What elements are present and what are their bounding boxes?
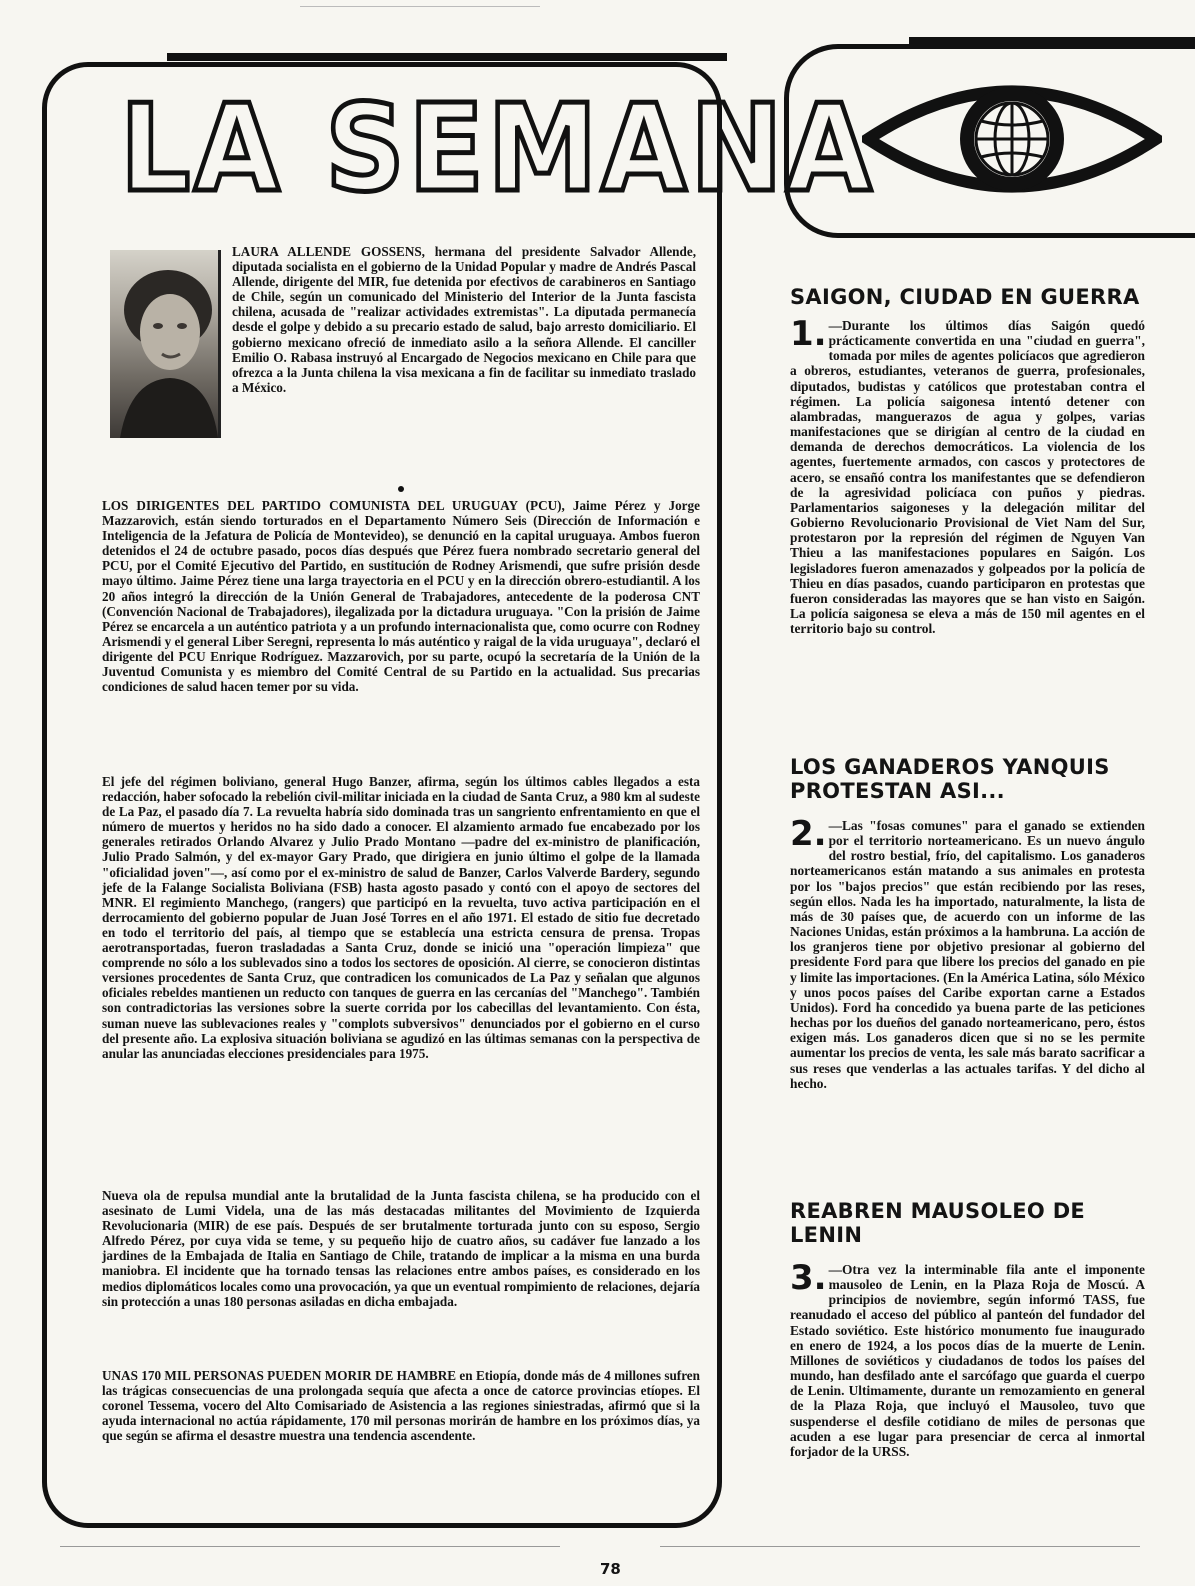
article-uruguay: [102, 486, 700, 694]
bottom-scan-line: [660, 1546, 1140, 1547]
section-number: 1.: [790, 314, 827, 354]
portrait-illustration: [110, 250, 218, 438]
article-bolivia: El jefe del régimen boliviano, general Hugo Banzer, afirma, según los últimos cables llegados a esta redacción, haber sofocado la rebelión civil-militar iniciada en la ciudad de Santa Cruz, a 980 km al sudeste de La Paz, el pasado día 7. La revuelta habría sido dominada tras un sangriento enfrentamiento en que el número de muertos y heridos no ha sido dado a conocer. El alzamiento armado fue encabezado por los generales retirados Orlando Alvarez y Julio Prado Montano —padre del ex-ministro de planificación, Julio Prado Salmón, y del ex-mayor Gary Prado, que dirigiera en junio último el golpe de la llamada "oficialidad joven"—, así como por el ex-ministro de salud de Banzer, Carlos Valverde Bardery, segundo jefe de la Falange Socialista Boliviana (FSB) hasta agosto pasado y contó con el apoyo de sectores del MNR. El regimiento Manchego, (rangers) que participó en la revuelta, tuvo activa participación en el derrocamiento del gobierno popular de Juan José Torres en el año 1971. El estado de sitio fue decretado en todo el territorio del país, al tiempo que se establecía una estricta censura de prensa. Tropas aerotransportadas, fueron trasladadas a Santa Cruz, donde se inició una "operación limpieza" que comprende no sólo a los sublevados sino a todos los sectores de oposición. Al cierre, se conocieron distintas versiones procedentes de Santa Cruz, que contradicen los comunicados de La Paz y señalan que algunos oficiales rebeldes mantienen un reducto con tanques de guerra en las cercanías del "Manchego". También son contradictorias las versiones sobre la suerte corrida por los cabecillas del levantamiento. Con ésta, suman nueve las sublevaciones reales y "complots subversivos" denunciados por el gobierno en el curso del presente año. La explosiva situación boliviana se agudizó en las últimas semanas con la perspectiva de anular las anunciadas elecciones presidenciales para 1975.: [102, 774, 700, 1061]
section-body-saigon: [790, 314, 1145, 637]
section-title-ganaderos: LOS GANADEROS YANQUIS PROTESTAN ASI...: [790, 755, 1110, 803]
section-number: 3.: [790, 1258, 827, 1298]
section-text: —Otra vez la interminable fila ante el imponente mausoleo de Lenin, en la Plaza Roja de Moscú. A principios de noviembre, según informó TASS, fue reanudado el acceso del público al panteón del fundador del Estado soviético. Este histórico monumento fue inaugurado en enero de 1924, a los pocos días de la muerte de Lenin. Millones de soviéticos y ciudadanos de todos los países del mundo, han desfilado ante el sarcófago que guarda el cuerpo de Lenin. Ultimamente, durante un remozamiento en general de la Plaza Roja, que incluyó el Mausoleo, tuvo que suspenderse el desfile cotidiano de miles de personas que acuden a ese lugar para presenciar de cerca al inmortal forjador de la URSS.: [790, 1262, 1145, 1459]
separator-dot: [398, 486, 404, 492]
bottom-scan-line: [60, 1546, 560, 1547]
eye-globe-icon: [862, 74, 1162, 204]
masthead-title: LA SEMANA: [120, 80, 876, 219]
page-number: 78: [600, 1560, 621, 1578]
section-title-saigon: SAIGON, CIUDAD EN GUERRA: [790, 285, 1140, 309]
section-text: —Durante los últimos días Saigón quedó prácticamente convertida en una "ciudad en guerra", tomada por miles de agentes policíacos que agredieron a obreros, estudiantes, veteranos de guerra, profesionales, diputados, budistas y católicos que protestaban contra el régimen. La policía saigonesa intentó detener con alambradas, manguerazos de agua y golpes, varias manifestaciones que se dirigían al centro de la ciudad en demanda de derechos democráticos. La violencia de los agentes, fuertemente armados, con cascos y protectores de acero, se ensañó contra los manifestantes que se defendieron de la agresividad policíaca con puños y piedras. Parlamentarios saigoneses y la delegación militar del Gobierno Revolucionario Provisional de Viet Nam del Sur, protestaron por la represión del régimen de Nguyen Van Thieu a las manifestaciones populares en Saigón. Los legisladores fueron amenazados y golpeados por la policía de Thieu en días pasados, cuando participaron en protestas que fueron consideradas las mayores que se han visto en Saigón. La policía saigonesa se eleva a más de 150 mil agentes en el territorio bajo su control.: [790, 318, 1145, 637]
lede-paragraph: LAURA ALLENDE GOSSENS, hermana del presidente Salvador Allende, diputada socialista en el gobierno de la Unidad Popular y madre de Andrés Pascal Allende, dirigente del MIR, fue detenida por efectivos de carabineros en Santiago de Chile, según un comunicado del Ministerio del Interior de la Junta fascista chilena, acusada de "realizar actividades extremistas". La diputada permanecía desde el golpe y debido a su precario estado de salud, bajo arresto domiciliario. El gobierno mexicano ofreció de inmediato asilo a la señora Allende. El canciller Emilio O. Rabasa instruyó al Encargado de Negocios mexicano en Chile para que ofrezca a la Junta chilena la visa mexicana a fin de facilitar su inmediato traslado a México.: [232, 244, 696, 395]
article-uruguay-text: LOS DIRIGENTES DEL PARTIDO COMUNISTA DEL URUGUAY (PCU), Jaime Pérez y Jorge Mazzarovich, están siendo torturados en el Departamento Número Seis (Dirección de Información e Inteligencia de la Jefatura de Policía de Montevideo), se denunció en la capital uruguaya. Ambos fueron detenidos el 24 de octubre pasado, pocos días después que Pérez fuera nombrado secretario general del PCU, por el Comité Ejecutivo del Partido, en sustitución de Rodney Arismendi, que sufre prisión desde mayo último. Jaime Pérez tiene una larga trayectoria en el PCU y en la dirección obrero-estudiantil. A los 20 años integró la dirección de la Unión General de Trabajadores, antecedente de la poderosa CNT (Convención Nacional de Trabajadores), ilegalizada por la dictadura uruguaya. "Con la prisión de Jaime Pérez se encarcela a un auténtico patriota y a un profundo internacionalista que, como ocurre con Rodney Arismendi y el general Liber Seregni, representa lo más auténtico y raigal de la vida uruguaya", declaró el dirigente del PCU Enrique Rodríguez. Mazzarovich, por su parte, ocupó la secretaría de la Unión de la Juventud Comunista y es miembro del Comité Central de su Partido en la actualidad. Sus precarias condiciones de salud hacen temer por su vida.: [102, 498, 700, 695]
section-body-lenin: [790, 1258, 1145, 1459]
section-title-lenin: REABREN MAUSOLEO DE LENIN: [790, 1199, 1086, 1247]
section-text: —Las "fosas comunes" para el ganado se extienden por el territorio norteamericano. Es un nuevo ángulo del rostro bestial, frío, del capitalismo. Los ganaderos norteamericanos están matando a sus animales en protesta por los "bajos precios" que están recibiendo por las reses, según ellos. Nada les ha importado, naturalmente, la lista de más de 30 países que, de acuerdo con un informe de las Naciones Unidas, están próximos a la hambruna. La acción de los granjeros tiene por objetivo presionar al gobierno del presidente Ford para que libere los precios del ganado en pie y limite las importaciones. (En la América Latina, sólo México y unos pocos países del Caribe exportan carne a Estados Unidos). Ford ha concedido ya buena parte de las peticiones hechas por los dueños del ganado norteamericano, pero, éstos exigen más. Los ganaderos dicen que si no se les permite aumentar los precios de venta, les sale más barato sacrificar a sus reses que venderlas a las actuales tarifas. Y del dicho al hecho.: [790, 818, 1145, 1091]
article-chile: Nueva ola de repulsa mundial ante la brutalidad de la Junta fascista chilena, se ha producido con el asesinato de Lumi Videla, una de las más destacadas militantes del Movimiento de Izquierda Revolucionaria (MIR) de ese país. Después de ser brutalmente torturada junto con su esposo, Sergio Alfredo Pérez, por cuya vida se teme, y su pequeño hijo de cuatro años, su cadáver fue lanzado a los jardines de la Embajada de Italia en Santiago de Chile, tratando de implicar a la misma en una burda maniobra. El incidente que ha tornado tensas las relaciones entre ambos países, es considerado en los medios diplomáticos locales como una provocación, ya que un eventual rompimiento de relaciones, dejaría sin protección a unas 180 personas asiladas en dicha embajada.: [102, 1188, 700, 1309]
section-number: 2.: [790, 814, 827, 854]
article-ethiopia: UNAS 170 MIL PERSONAS PUEDEN MORIR DE HAMBRE en Etiopía, donde más de 4 millones sufren las trágicas consecuencias de una prolongada sequía que afecta a once de catorce provincias etíopes. El coronel Tessema, vocero del Alto Comisariado de Asistencia a las regiones siniestradas, afirmó que si la ayuda internacional no actúa rápidamente, 170 mil personas morirán de hambre en los próximos días, ya que según se afirma el desastre muestra una tendencia ascendente.: [102, 1368, 700, 1444]
portrait-photo: [110, 250, 221, 438]
top-scan-line: [300, 6, 540, 7]
section-body-ganaderos: [790, 814, 1145, 1091]
